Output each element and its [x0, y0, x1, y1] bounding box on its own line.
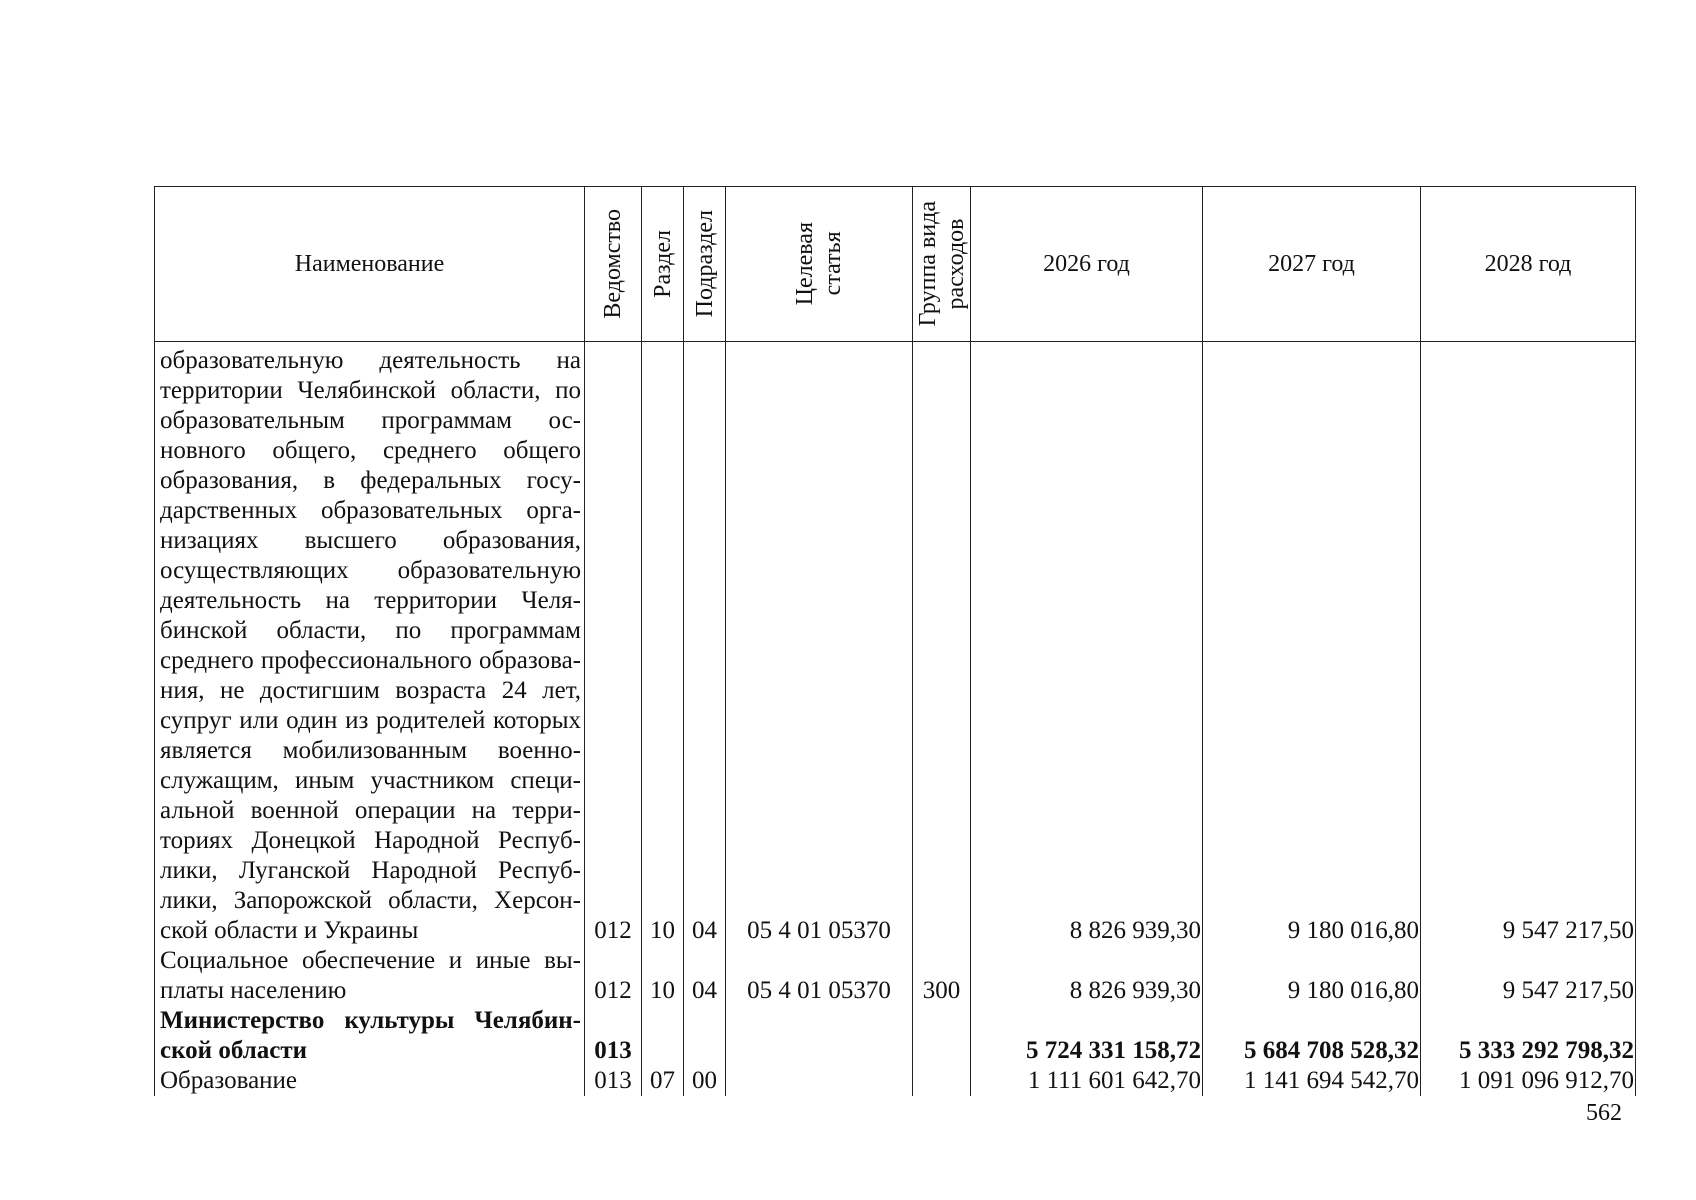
row-name: Министерство культуры Челябинской области: [155, 1006, 585, 1066]
row-vedomstvo: 013: [585, 1066, 642, 1096]
row-2026: 8 826 939,30: [971, 946, 1203, 1006]
row-2027: 1 141 694 542,70: [1203, 1066, 1421, 1096]
row-name: образовательную деятельность на территории Челябинской области, по образовательным программам основного общего, среднего общего образования, в федеральных государственных образовательных организациях высшего образования, осуществляющих образовательную деятельность на территории Челябинской области, по программам среднего профессионального образования, не достигшим возраста 24 лет, супруг или один из родителей которых является мобилизованным военнослужащим, иным участником специальной военной операции на территориях Донецкой Народной Республики, Луганской Народной Республики, Запорожской области, Херсонской области и Украины: [155, 342, 585, 947]
row-2027: 9 180 016,80: [1203, 946, 1421, 1006]
row-podrazdel: 04: [684, 342, 726, 947]
table-row: [155, 1006, 1636, 1066]
header-2027: 2027 год: [1203, 187, 1421, 342]
header-vedomstvo: Ведомство: [585, 187, 642, 342]
row-gruppa: [913, 1066, 971, 1096]
header-podrazdel: Подраздел: [684, 187, 726, 342]
row-name: Социальное обеспечение и иные выплаты населению: [155, 946, 585, 1006]
row-celevaya-statya: 05 4 01 05370: [726, 342, 913, 947]
row-razdel: [642, 1006, 684, 1066]
row-gruppa: [913, 1006, 971, 1066]
row-razdel: 07: [642, 1066, 684, 1096]
row-podrazdel: [684, 1006, 726, 1066]
row-2026: 5 724 331 158,72: [971, 1006, 1203, 1066]
row-vedomstvo: 012: [585, 342, 642, 947]
header-celevaya-statya: Целевая статья: [726, 187, 913, 342]
row-celevaya-statya: [726, 1006, 913, 1066]
table-row: [155, 946, 1636, 1006]
row-2028: 5 333 292 798,32: [1421, 1006, 1636, 1066]
budget-table: [154, 186, 1636, 1096]
header-2026: 2026 год: [971, 187, 1203, 342]
row-2028: 9 547 217,50: [1421, 342, 1636, 947]
row-razdel: 10: [642, 946, 684, 1006]
header-razdel: Раздел: [642, 187, 684, 342]
row-2028: 1 091 096 912,70: [1421, 1066, 1636, 1096]
row-name: Образование: [155, 1066, 585, 1096]
row-celevaya-statya: [726, 1066, 913, 1096]
row-gruppa: [913, 342, 971, 947]
row-celevaya-statya: 05 4 01 05370: [726, 946, 913, 1006]
header-name: Наименование: [155, 187, 585, 342]
row-podrazdel: 00: [684, 1066, 726, 1096]
row-vedomstvo: 013: [585, 1006, 642, 1066]
row-2027: 9 180 016,80: [1203, 342, 1421, 947]
table-body: [155, 342, 1636, 1097]
header-gruppa-vida-rashodov: Группа вида расходов: [913, 187, 971, 342]
row-2026: 1 111 601 642,70: [971, 1066, 1203, 1096]
header-2028: 2028 год: [1421, 187, 1636, 342]
row-razdel: 10: [642, 342, 684, 947]
table-row: [155, 342, 1636, 947]
row-2026: 8 826 939,30: [971, 342, 1203, 947]
table-row: [155, 1066, 1636, 1096]
table-header: [155, 187, 1636, 342]
row-vedomstvo: 012: [585, 946, 642, 1006]
row-podrazdel: 04: [684, 946, 726, 1006]
row-2028: 9 547 217,50: [1421, 946, 1636, 1006]
row-2027: 5 684 708 528,32: [1203, 1006, 1421, 1066]
page-number: 562: [1586, 1100, 1622, 1126]
row-gruppa: 300: [913, 946, 971, 1006]
